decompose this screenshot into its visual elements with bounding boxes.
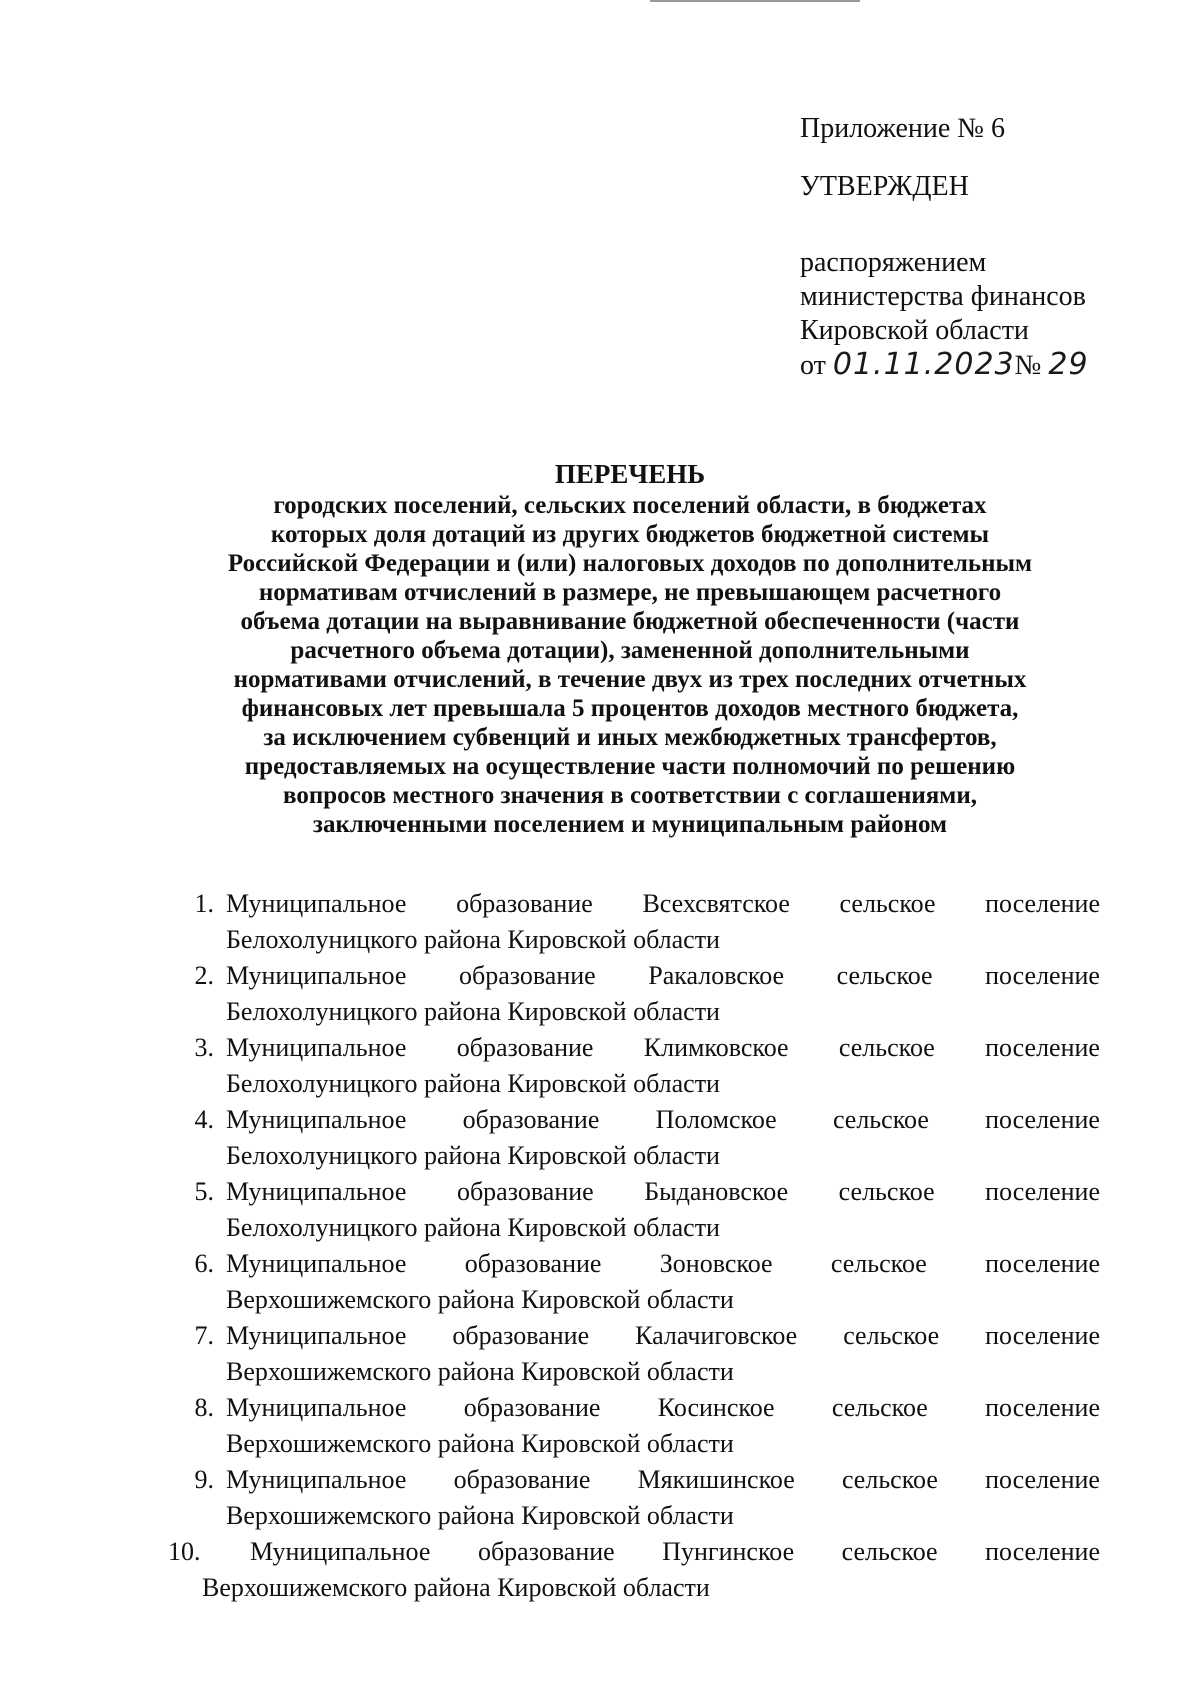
item-word: Муниципальное — [226, 1177, 407, 1206]
item-word: Муниципальное — [250, 1537, 431, 1566]
item-word: Муниципальное — [226, 1321, 407, 1350]
item-word: образование — [464, 1249, 602, 1278]
item-word: Муниципальное — [226, 961, 407, 990]
item-number: 9. — [194, 1465, 214, 1494]
item-word: Мякишинское — [637, 1465, 795, 1494]
title-line: нормативам отчислений в размере, не превышающем расчетного — [258, 579, 1002, 606]
title-line: заключенными поселением и муниципальным районом — [312, 811, 948, 838]
list-item — [168, 1174, 1100, 1246]
from-prefix: от — [800, 350, 826, 381]
item-district: Белохолуницкого района Кировской области — [226, 1213, 720, 1242]
item-word: поселение — [985, 1537, 1100, 1566]
item-number: 1. — [194, 889, 214, 918]
item-word: поселение — [985, 1249, 1100, 1278]
list-item — [168, 886, 1100, 958]
item-word: образование — [453, 1465, 591, 1494]
item-word: Всехсвятское — [642, 889, 790, 918]
title-line: расчетного объема дотации), замененной дополнительными — [290, 637, 970, 664]
item-word: Муниципальное — [226, 1249, 407, 1278]
item-word: поселение — [985, 1105, 1100, 1134]
item-word: Быдановское — [644, 1177, 789, 1206]
annex-number: Приложение № 6 — [800, 113, 1005, 144]
item-number: 4. — [194, 1105, 214, 1134]
item-district: Верхошижемского района Кировской области — [202, 1573, 710, 1602]
title-line: городских поселений, сельских поселений области, в бюджетах — [273, 492, 987, 519]
item-word: Косинское — [657, 1393, 775, 1422]
item-word: сельское — [843, 1321, 940, 1350]
item-word: поселение — [985, 1033, 1100, 1062]
item-district: Белохолуницкого района Кировской области — [226, 925, 720, 954]
title-line: которых доля дотаций из других бюджетов бюджетной системы — [270, 521, 990, 548]
approval-date-line — [800, 348, 1160, 383]
list-item — [168, 1246, 1100, 1318]
item-number: 8. — [194, 1393, 214, 1422]
list-item — [168, 1534, 1100, 1606]
list-item — [168, 1030, 1100, 1102]
item-word: поселение — [985, 1177, 1100, 1206]
item-word: Зоновское — [659, 1249, 773, 1278]
list-item — [168, 1102, 1100, 1174]
item-word: сельское — [831, 1393, 928, 1422]
item-word: поселение — [985, 1321, 1100, 1350]
item-word: Калачиговское — [635, 1321, 798, 1350]
item-district: Верхошижемского района Кировской области — [226, 1501, 734, 1530]
list-item — [168, 1390, 1100, 1462]
approval-stamp-block — [800, 112, 1160, 383]
number-sign: № — [1014, 350, 1042, 381]
approved-by-line-2: министерства финансов — [800, 281, 1086, 312]
item-number: 6. — [194, 1249, 214, 1278]
item-word: образование — [458, 961, 596, 990]
item-number: 2. — [194, 961, 214, 990]
title-line: нормативами отчислений, в течение двух из трех последних отчетных — [233, 666, 1027, 693]
item-word: сельское — [836, 961, 933, 990]
item-word: Муниципальное — [226, 1465, 407, 1494]
approved-by-line-1: распоряжением — [800, 247, 987, 278]
approved-label: УТВЕРЖДЕН — [800, 171, 969, 202]
item-word: образование — [456, 1033, 594, 1062]
item-word: образование — [456, 889, 593, 918]
item-word: образование — [452, 1321, 590, 1350]
item-word: Муниципальное — [226, 1105, 407, 1134]
item-number: 10. — [168, 1537, 201, 1566]
list-item — [168, 958, 1100, 1030]
item-word: образование — [463, 1393, 601, 1422]
item-number: 7. — [194, 1321, 214, 1350]
item-number: 5. — [194, 1177, 214, 1206]
item-word: образование — [456, 1177, 594, 1206]
approved-by-line-3: Кировской области — [800, 315, 1029, 346]
item-district: Белохолуницкого района Кировской области — [226, 1069, 720, 1098]
item-district: Белохолуницкого района Кировской области — [226, 1141, 720, 1170]
item-word: поселение — [985, 889, 1100, 918]
item-word: сельское — [830, 1249, 927, 1278]
scan-top-line — [650, 0, 860, 2]
title-line: финансовых лет превышала 5 процентов доходов местного бюджета, — [241, 695, 1019, 722]
title-line: вопросов местного значения в соответствии с соглашениями, — [283, 782, 977, 809]
item-word: сельское — [841, 1465, 938, 1494]
item-word: поселение — [985, 1393, 1100, 1422]
title-heading: ПЕРЕЧЕНЬ — [554, 459, 706, 489]
item-word: Муниципальное — [226, 1393, 407, 1422]
item-word: поселение — [985, 1465, 1100, 1494]
title-line: объема дотации на выравнивание бюджетной обеспеченности (части — [240, 608, 1020, 635]
item-word: образование — [477, 1537, 615, 1566]
item-word: Климковское — [643, 1033, 789, 1062]
item-word: образование — [462, 1105, 600, 1134]
title-line: Российской Федерации и (или) налоговых доходов по дополнительным — [227, 550, 1033, 577]
item-district: Верхошижемского района Кировской области — [226, 1357, 734, 1386]
item-word: Муниципальное — [226, 889, 407, 918]
item-word: сельское — [838, 1033, 935, 1062]
item-word: сельское — [832, 1105, 929, 1134]
item-word: сельское — [841, 1537, 938, 1566]
handwritten-number: 29 — [1048, 347, 1089, 382]
item-district: Верхошижемского района Кировской области — [226, 1285, 734, 1314]
item-word: Муниципальное — [226, 1033, 407, 1062]
item-district: Верхошижемского района Кировской области — [226, 1429, 734, 1458]
settlement-list — [168, 886, 1100, 1606]
handwritten-date: 01.11.2023 — [832, 347, 1015, 382]
title-line: предоставляемых на осуществление части полномочий по решению — [244, 753, 1016, 780]
item-word: поселение — [985, 961, 1100, 990]
item-word: Поломское — [655, 1105, 777, 1134]
list-item — [168, 1318, 1100, 1390]
item-word: Ракаловское — [648, 961, 785, 990]
item-word: сельское — [838, 1177, 935, 1206]
document-title — [160, 460, 1100, 839]
item-word: сельское — [839, 889, 936, 918]
item-district: Белохолуницкого района Кировской области — [226, 997, 720, 1026]
item-number: 3. — [194, 1033, 214, 1062]
title-line: за исключением субвенций и иных межбюджетных трансфертов, — [263, 724, 997, 751]
item-word: Пунгинское — [662, 1537, 795, 1566]
list-item — [168, 1462, 1100, 1534]
